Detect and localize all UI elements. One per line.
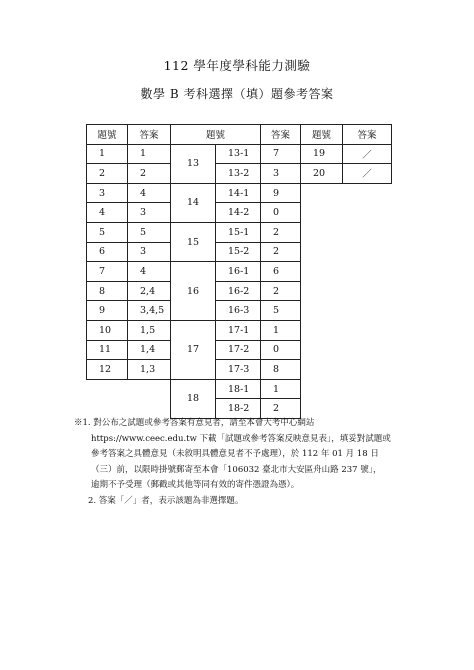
question-number: 4 <box>87 203 128 223</box>
sub-answer-value: 2 <box>261 242 301 262</box>
answer-value: 1 <box>128 144 171 164</box>
question-number: 19 <box>301 144 343 164</box>
header-question-3: 題號 <box>301 125 343 145</box>
question-number: 12 <box>87 360 128 380</box>
sub-answer-value: 7 <box>261 144 301 164</box>
sub-answer-value: 2 <box>261 222 301 242</box>
question-number: 11 <box>87 340 128 360</box>
question-number: 20 <box>301 164 343 184</box>
sub-question-number: 17-2 <box>216 340 261 360</box>
question-number: 2 <box>87 164 128 184</box>
empty-area <box>87 379 171 418</box>
question-number: 10 <box>87 320 128 340</box>
sub-question-number: 13-2 <box>216 164 261 184</box>
sub-answer-value: 0 <box>261 203 301 223</box>
group-number: 18 <box>171 379 216 418</box>
answer-value: 2,4 <box>128 281 171 301</box>
empty-area <box>301 183 392 418</box>
group-number: 15 <box>171 222 216 261</box>
sub-answer-value: 1 <box>261 320 301 340</box>
answer-value: 3 <box>128 242 171 262</box>
non-choice-mark: ／ <box>343 164 392 184</box>
sub-answer-value: 2 <box>261 281 301 301</box>
question-number: 9 <box>87 301 128 321</box>
table-row <box>87 183 392 203</box>
answer-value: 3,4,5 <box>128 301 171 321</box>
sub-question-number: 18-2 <box>216 399 261 419</box>
sub-question-number: 15-1 <box>216 222 261 242</box>
sub-question-number: 15-2 <box>216 242 261 262</box>
answer-value: 5 <box>128 222 171 242</box>
table-row <box>87 164 392 184</box>
note-1-line-2: https://www.ceec.edu.tw 下載「試題或參考答案反映意見表」，填妥對試題或 <box>91 433 391 444</box>
answer-table <box>86 124 392 419</box>
note-1-line-3: 參考答案之具體意見（未敘明具體意見者不予處理），於 112 年 01 月 18 日 <box>91 449 379 459</box>
sub-question-number: 17-3 <box>216 360 261 380</box>
table-header-row <box>87 125 392 145</box>
question-number: 3 <box>87 183 128 203</box>
header-group-question: 題號 <box>171 125 261 145</box>
sub-answer-value: 5 <box>261 301 301 321</box>
question-number: 5 <box>87 222 128 242</box>
group-number: 14 <box>171 183 216 222</box>
answer-value: 4 <box>128 262 171 282</box>
answer-value: 1,3 <box>128 360 171 380</box>
sub-answer-value: 0 <box>261 340 301 360</box>
sub-question-number: 18-1 <box>216 379 261 399</box>
sub-answer-value: 1 <box>261 379 301 399</box>
group-number: 16 <box>171 262 216 321</box>
table-row <box>87 144 392 164</box>
question-number: 6 <box>87 242 128 262</box>
header-group-answer: 答案 <box>261 125 301 145</box>
page-subtitle: 數學 B 考科選擇（填）題參考答案 <box>140 87 334 101</box>
question-number: 7 <box>87 262 128 282</box>
answer-value: 4 <box>128 183 171 203</box>
answer-value: 1,5 <box>128 320 171 340</box>
sub-question-number: 16-3 <box>216 301 261 321</box>
answer-value: 1,4 <box>128 340 171 360</box>
question-number: 8 <box>87 281 128 301</box>
group-number: 13 <box>171 144 216 183</box>
question-number: 1 <box>87 144 128 164</box>
sub-question-number: 16-1 <box>216 262 261 282</box>
sub-answer-value: 8 <box>261 360 301 380</box>
answer-value: 2 <box>128 164 171 184</box>
sub-question-number: 16-2 <box>216 281 261 301</box>
sub-question-number: 14-1 <box>216 183 261 203</box>
group-number: 17 <box>171 320 216 379</box>
header-question: 題號 <box>87 125 128 145</box>
note-2: 2. 答案「／」者，表示該題為非選擇題。 <box>88 495 244 506</box>
sub-question-number: 14-2 <box>216 203 261 223</box>
note-1-line-5: 逾期不予受理（郵戳或其他等同有效的寄件憑證為憑）。 <box>91 480 300 490</box>
answer-value: 3 <box>128 203 171 223</box>
sub-answer-value: 3 <box>261 164 301 184</box>
sub-question-number: 13-1 <box>216 144 261 164</box>
note-1-line-4: （三）前，以限時掛號郵寄至本會「106032 臺北市大安區舟山路 237 號」， <box>91 464 382 475</box>
sub-question-number: 17-1 <box>216 320 261 340</box>
non-choice-mark: ／ <box>343 144 392 164</box>
notes-section <box>74 416 392 509</box>
header-answer-3: 答案 <box>343 125 392 145</box>
sub-answer-value: 2 <box>261 399 301 419</box>
sub-answer-value: 9 <box>261 183 301 203</box>
note-1-line-1: ※1. 對公布之試題或參考答案有意見者，請至本會大考中心網站 <box>74 418 315 428</box>
sub-answer-value: 6 <box>261 262 301 282</box>
header-answer: 答案 <box>128 125 171 145</box>
page-title: 112 學年度學科能力測驗 <box>163 58 311 73</box>
